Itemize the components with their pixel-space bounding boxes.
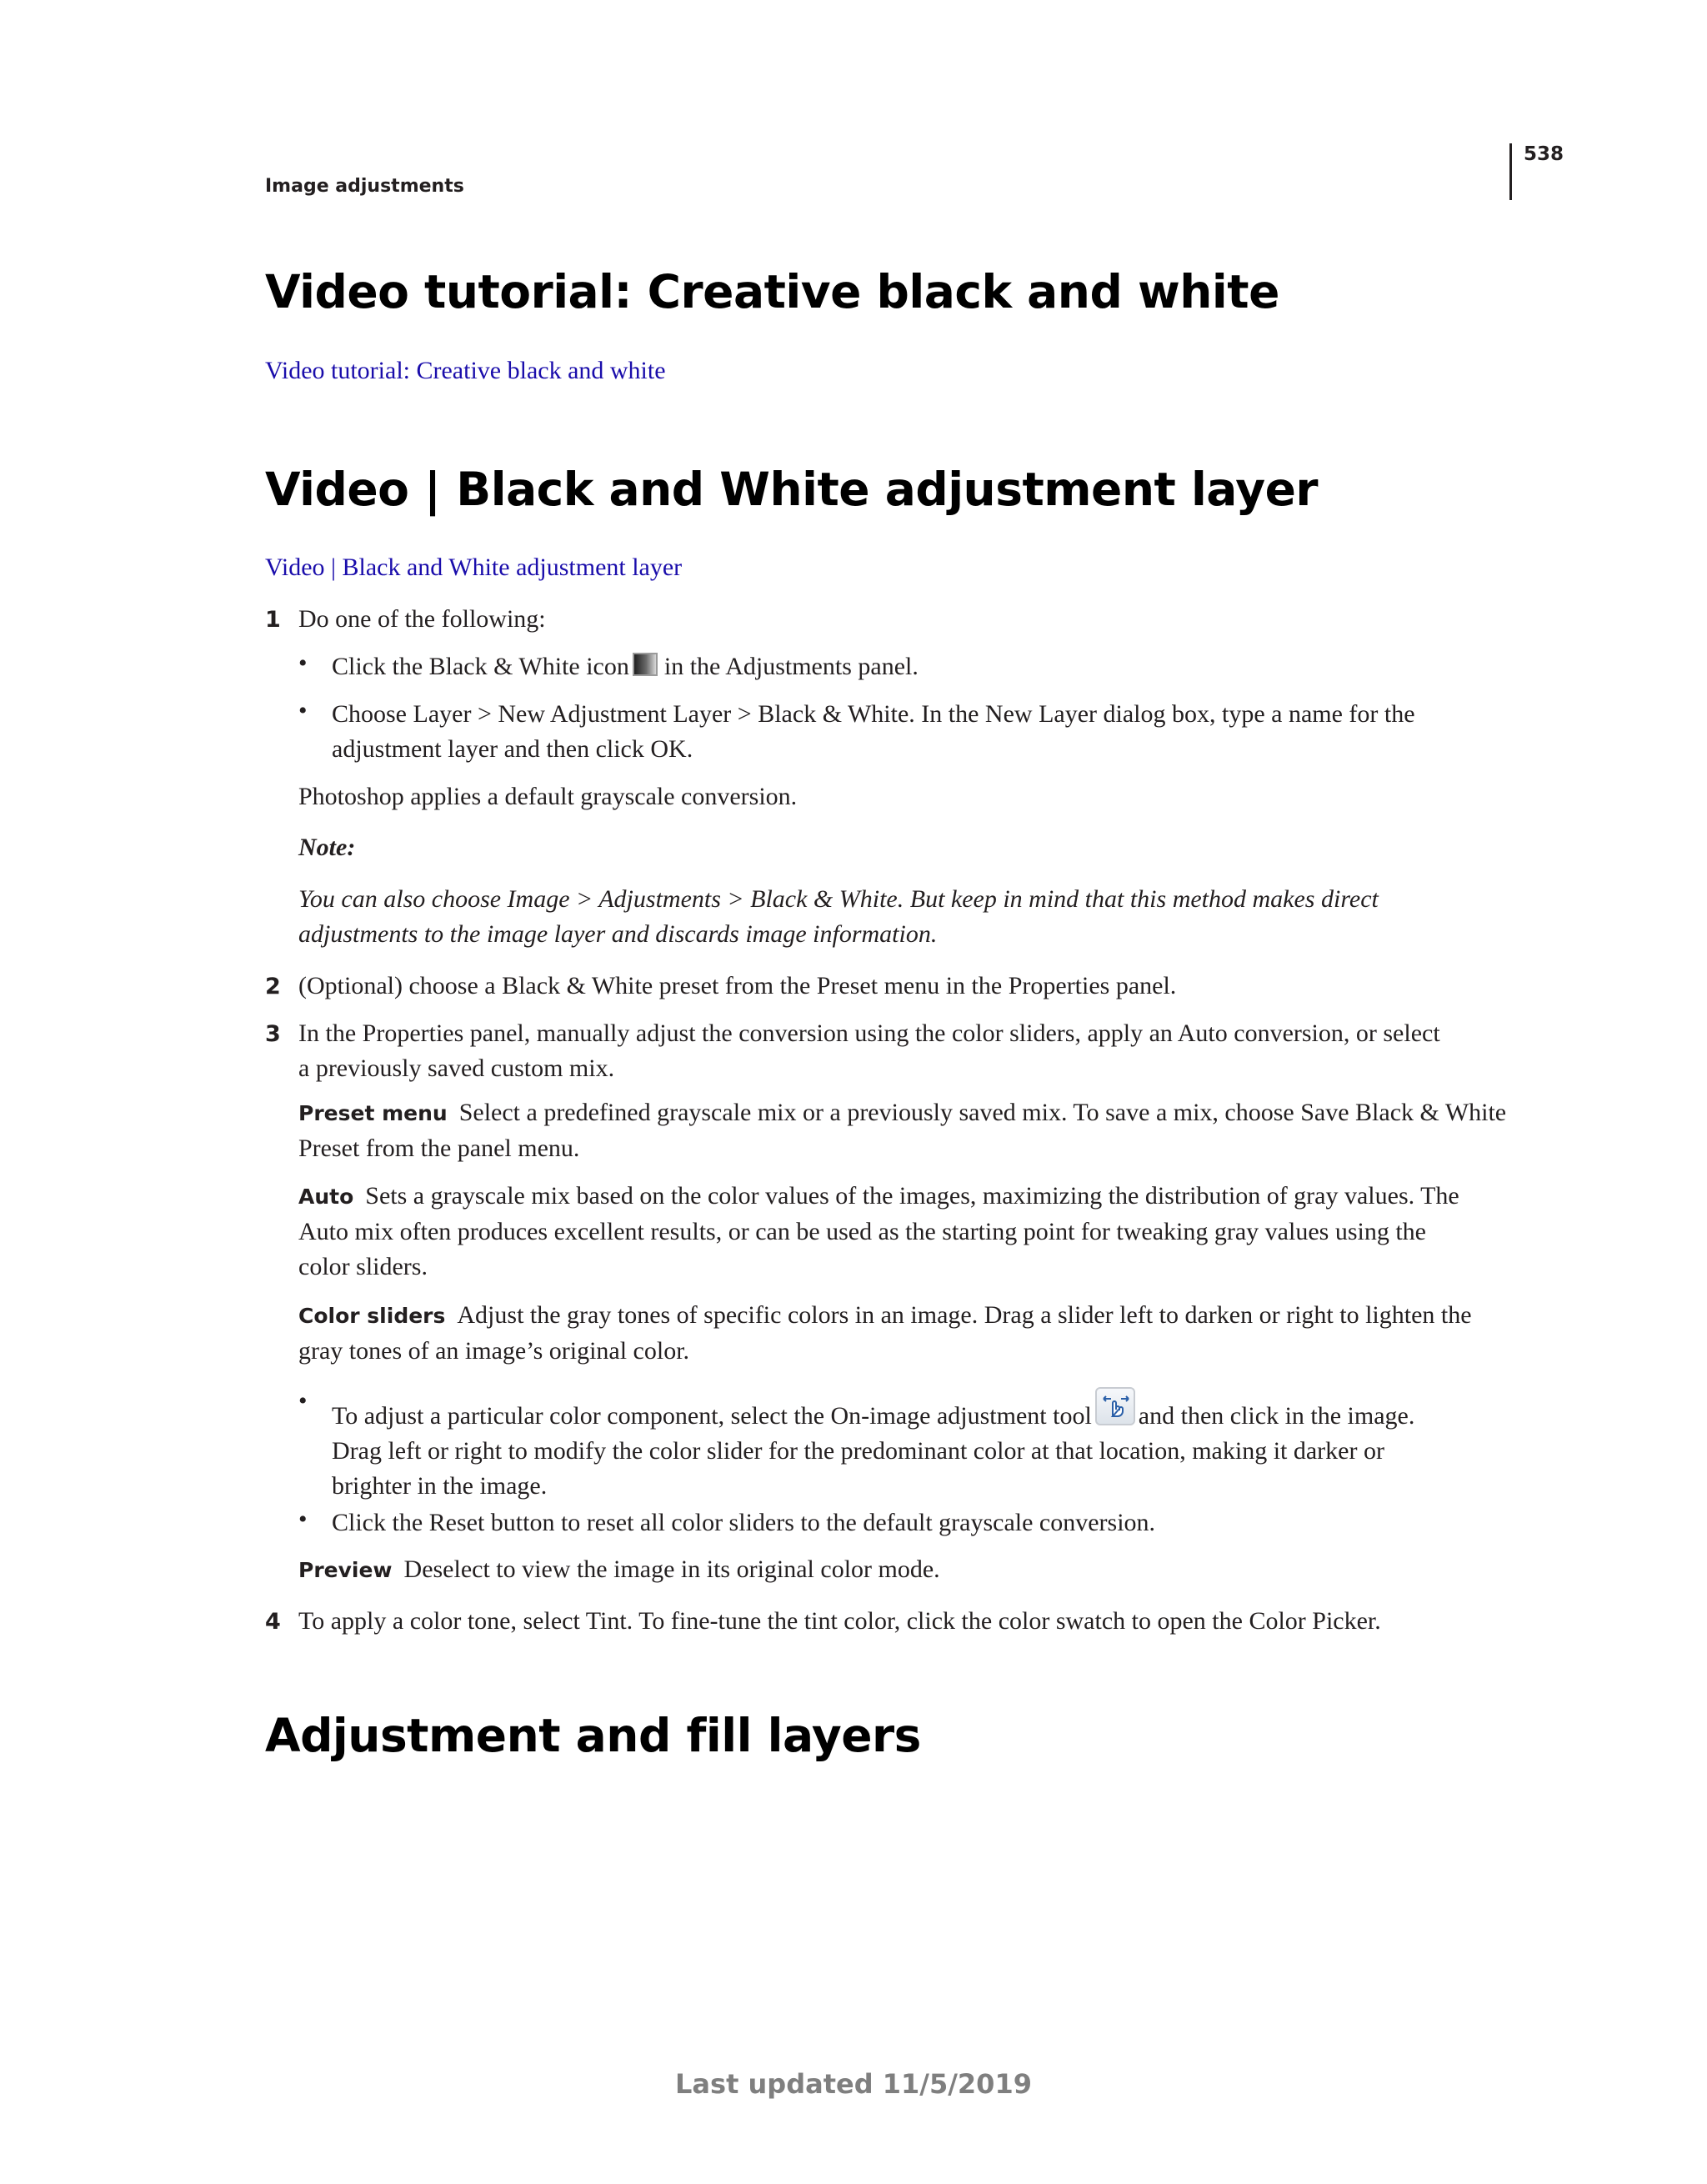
- bullet-marker: •: [298, 649, 308, 677]
- step-number: 2: [265, 974, 281, 999]
- definition-text: Auto mix often produces excellent results, or can be used as the starting point for tweaking gray values using the: [298, 1218, 1426, 1245]
- page-number: 538: [1524, 143, 1564, 165]
- definition-term: Preview: [298, 1558, 393, 1582]
- definition-text: Sets a grayscale mix based on the color values of the images, maximizing the distribution of gray values. The: [365, 1182, 1459, 1210]
- definition-text: Select a predefined grayscale mix or a previously saved mix. To save a mix, choose Save Black & White: [458, 1099, 1507, 1126]
- section-heading-bw-adjustment-layer: Video | Black and White adjustment layer: [265, 463, 1318, 516]
- bullet-line: brighter in the image.: [332, 1472, 548, 1500]
- preset-menu-definition: [298, 1095, 1506, 1166]
- bullet-line: adjustment layer and then click OK.: [332, 735, 693, 763]
- bullet-choose-layer: [332, 697, 1415, 767]
- bw-adjustment-layer-link[interactable]: Video | Black and White adjustment layer: [265, 554, 683, 581]
- bullet-text: and then click in the image.: [1138, 1402, 1415, 1430]
- black-white-icon: [633, 653, 658, 676]
- step-number: 4: [265, 1609, 281, 1635]
- step-number: 1: [265, 607, 281, 633]
- bullet-text: Click the Black & White icon: [332, 653, 629, 680]
- bullet-line: Choose Layer > New Adjustment Layer > Black & White. In the New Layer dialog box, type a name for the: [332, 700, 1415, 728]
- bullet-line: Drag left or right to modify the color slider for the predominant color at that location, making it darker or: [332, 1437, 1384, 1465]
- definition-text: gray tones of an image’s original color.: [298, 1337, 690, 1365]
- bullet-marker: •: [298, 1387, 308, 1415]
- bullet-on-image-tool: [332, 1387, 1414, 1504]
- definition-term: Preset menu: [298, 1101, 448, 1125]
- note-line: adjustments to the image layer and discards image information.: [298, 920, 938, 948]
- note-line: You can also choose Image > Adjustments > Black & White. But keep in mind that this method makes direct: [298, 885, 1379, 913]
- definition-term: Color sliders: [298, 1304, 446, 1328]
- bullet-marker: •: [298, 1505, 308, 1533]
- bullet-reset: Click the Reset button to reset all color sliders to the default grayscale conversion.: [332, 1509, 1156, 1536]
- definition-term: Auto: [298, 1185, 354, 1209]
- section-heading-video-tutorial: Video tutorial: Creative black and white: [265, 265, 1279, 318]
- on-image-adjustment-tool-icon: [1095, 1387, 1135, 1425]
- last-updated-footer: Last updated 11/5/2019: [675, 2068, 1032, 2100]
- note-text: [298, 882, 1379, 952]
- page-number-rule: [1509, 143, 1512, 200]
- step-number: 3: [265, 1021, 281, 1047]
- default-conversion-text: Photoshop applies a default grayscale conversion.: [298, 783, 798, 810]
- step-1-text: Do one of the following:: [298, 605, 546, 633]
- bullet-text: To adjust a particular color component, select the On-image adjustment tool: [332, 1402, 1092, 1430]
- step-4-text: To apply a color tone, select Tint. To fine-tune the tint color, click the color swatch to open the Color Picker.: [298, 1607, 1381, 1635]
- video-tutorial-link[interactable]: Video tutorial: Creative black and white: [265, 357, 666, 384]
- step-2-text: (Optional) choose a Black & White preset from the Preset menu in the Properties panel.: [298, 972, 1177, 999]
- preview-definition: [298, 1552, 940, 1588]
- running-head: Image adjustments: [265, 176, 464, 197]
- step-3-line: a previously saved custom mix.: [298, 1054, 615, 1082]
- step-3-line: In the Properties panel, manually adjust the conversion using the color sliders, apply an Auto conversion, or select: [298, 1019, 1440, 1047]
- bullet-marker: •: [298, 697, 308, 724]
- note-label: Note:: [298, 834, 356, 861]
- color-sliders-definition: [298, 1298, 1472, 1369]
- definition-text: Preset from the panel menu.: [298, 1135, 580, 1162]
- step-3-text: [298, 1016, 1440, 1086]
- definition-text: color sliders.: [298, 1253, 428, 1280]
- bullet-click-bw-icon: [332, 649, 919, 684]
- section-heading-adjustment-fill-layers: Adjustment and fill layers: [265, 1709, 921, 1762]
- definition-text: Adjust the gray tones of specific colors in an image. Drag a slider left to darken or right to lighten the: [457, 1301, 1472, 1329]
- definition-text: Deselect to view the image in its original color mode.: [403, 1555, 940, 1583]
- bullet-text: in the Adjustments panel.: [663, 653, 919, 680]
- auto-definition: [298, 1179, 1459, 1285]
